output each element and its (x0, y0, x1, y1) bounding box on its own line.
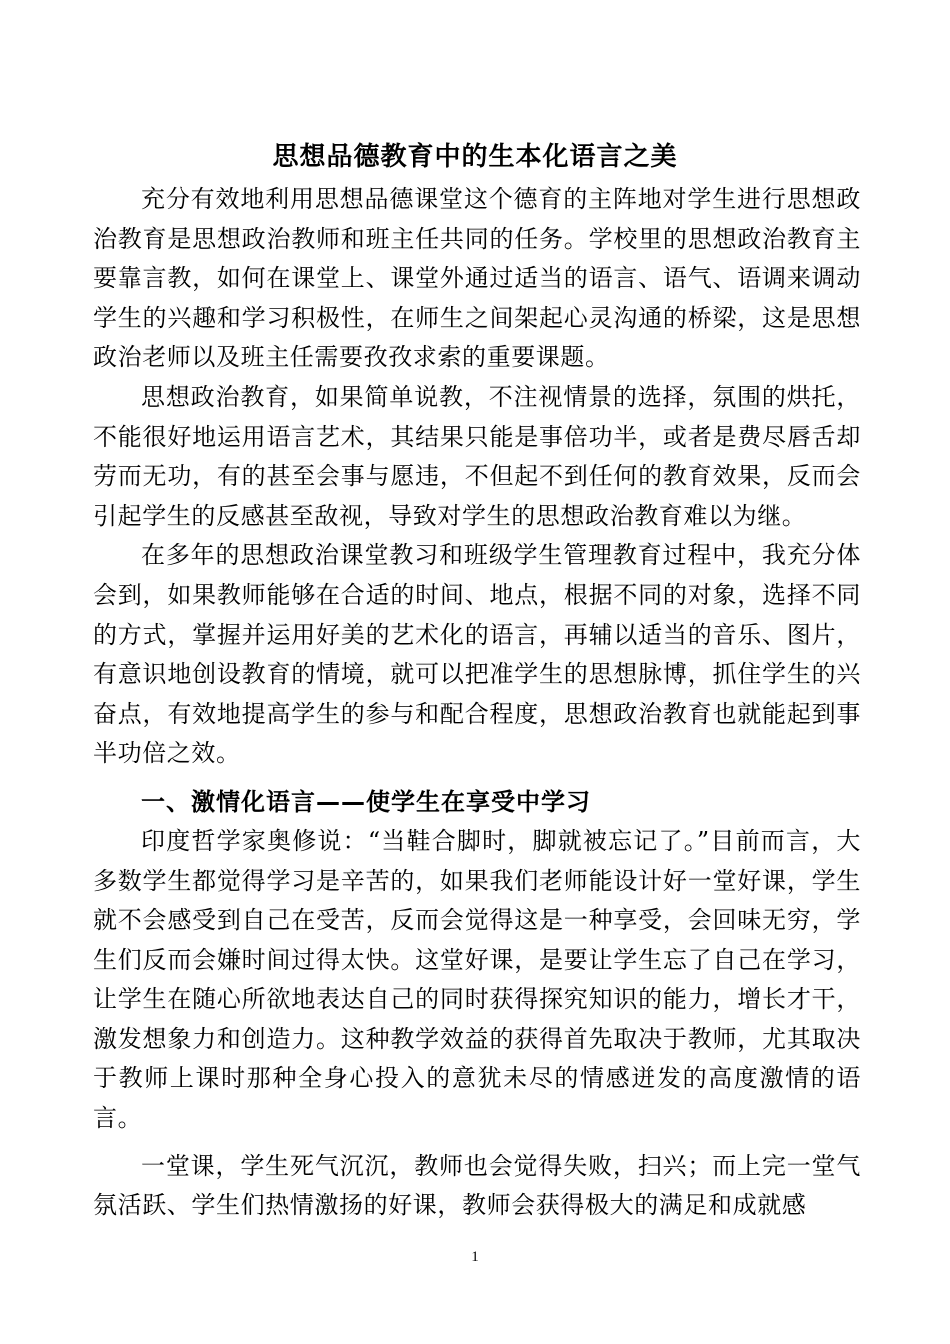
document-body (93, 180, 861, 1226)
paragraph-third: 在多年的思想政治课堂教习和班级学生管理教育过程中，我充分体会到，如果教师能够在合适的时间、地点，根据不同的对象，选择不同的方式，掌握并运用好美的艺术化的语言，再辅以适当的音乐、图片，有意识地创设教育的情境，就可以把准学生的思想脉博，抓住学生的兴奋点，有效地提高学生的参与和配合程度，思想政治教育也就能起到事半功倍之效。 (93, 541, 861, 768)
paragraph-second: 思想政治教育，如果简单说教，不注视情景的选择，氛围的烘托，不能很好地运用语言艺术，其结果只能是事倍功半，或者是费尽唇舌却劳而无功，有的甚至会事与愿违，不但起不到任何的教育效果，反而会引起学生的反感甚至敌视，导致对学生的思想政治教育难以为继。 (93, 382, 861, 530)
document-title: 思想品德教育中的生本化语言之美 (272, 142, 678, 172)
page-number: 1 (471, 1249, 479, 1265)
paragraph-intro: 充分有效地利用思想品德课堂这个德育的主阵地对学生进行思想政治教育是思想政治教师和班主任共同的任务。学校里的思想政治教育主要靠言教，如何在课堂上、课堂外通过适当的语言、语气、语调来调动学生的兴趣和学习积极性，在师生之间架起心灵沟通的桥梁，这是思想政治老师以及班主任需要孜孜求索的重要课题。 (93, 185, 861, 372)
section-paragraph-first: 印度哲学家奥修说：“当鞋合脚时，脚就被忘记了。”目前而言，大多数学生都觉得学习是辛苦的，如果我们老师能设计好一堂好课，学生就不会感受到自己在受苦，反而会觉得这是一种享受，会回味无穷，学生们反而会嫌时间过得太快。这堂好课，是要让学生忘了自己在学习，让学生在随心所欲地表达自己的同时获得探究知识的能力，增长才干，激发想象力和创造力。这种教学效益的获得首先取决于教师，尤其取决于教师上课时那种全身心投入的意犹未尽的情感迸发的高度激情的语言。 (93, 826, 861, 1133)
section-heading: 一、激情化语言——使学生在享受中学习 (141, 787, 591, 816)
section-paragraph-second: 一堂课，学生死气沉沉，教师也会觉得失败，扫兴；而上完一堂气氛活跃、学生们热情激扬的好课，教师会获得极大的满足和成就感 (93, 1151, 861, 1220)
